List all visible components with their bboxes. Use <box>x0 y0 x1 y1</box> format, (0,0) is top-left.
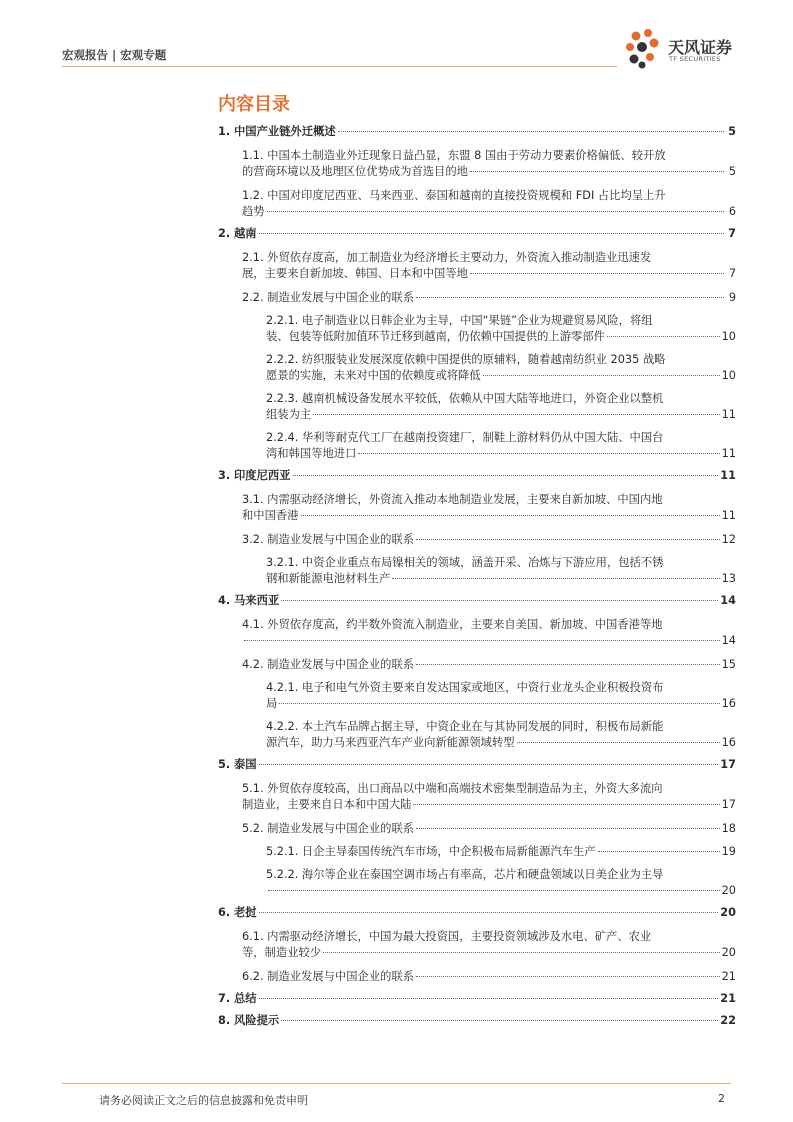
toc-dot-leader <box>392 578 719 579</box>
logo-name-en: TF SECURITIES <box>669 55 721 63</box>
toc-page-number: 14 <box>720 594 736 607</box>
footer-disclaimer: 请务必阅读正文之后的信息披露和免责申明 <box>99 1094 308 1107</box>
header-divider <box>62 66 617 67</box>
toc-entry[interactable] <box>218 844 736 860</box>
toc-dot-leader <box>607 336 720 337</box>
toc-entry[interactable] <box>218 124 736 140</box>
toc-dot-leader <box>267 211 724 212</box>
toc-entry[interactable] <box>218 226 736 242</box>
toc-entry[interactable] <box>218 757 736 773</box>
toc-page-number: 17 <box>721 798 736 811</box>
toc-entry-text: 4.2.2. 本土汽车品牌占据主导，中资企业在与其协同发展的同时，积极布局新能 <box>266 720 664 733</box>
page-number: 2 <box>718 1092 725 1105</box>
toc-page-number: 11 <box>720 469 736 482</box>
toc-entry-text: 2.2.3. 越南机械设备发展水平较低，依赖从中国大陆等地进口，外资企业以整机 <box>266 392 664 405</box>
toc-dot-leader <box>470 273 724 274</box>
toc-dot-leader <box>470 171 724 172</box>
toc-dot-leader <box>483 375 720 376</box>
table-of-contents <box>218 124 736 1029</box>
toc-dot-leader <box>416 297 724 298</box>
toc-entry-number: 3. <box>218 469 231 482</box>
toc-entry-text: 马来西亚 <box>234 594 280 607</box>
toc-entry-number: 7. <box>218 992 231 1005</box>
toc-entry-text: 局 <box>266 697 278 710</box>
toc-entry-text: 5.2.1. 日企主导泰国传统汽车市场，中企积极布局新能源汽车生产 <box>266 845 596 858</box>
toc-dot-leader <box>413 804 719 805</box>
toc-entry[interactable] <box>218 555 736 587</box>
toc-dot-leader <box>517 742 720 743</box>
toc-page-number: 16 <box>721 697 736 710</box>
toc-entry-text: 5.1. 外贸依存度较高，出口商品以中端和高端技术密集型制造品为主，外资大多流向 <box>242 782 663 795</box>
toc-entry[interactable] <box>218 617 736 649</box>
toc-entry[interactable] <box>218 905 736 921</box>
toc-entry-text: 6.1. 内需驱动经济增长，中国为最大投资国，主要投资领域涉及水电、矿产、农业 <box>242 930 652 943</box>
toc-entry-text: 组装为主 <box>266 408 312 421</box>
toc-entry-text: 2.2.4. 华利等耐克代工厂在越南投资建厂，制鞋上游材料仍从中国大陆、中国台 <box>266 431 664 444</box>
toc-entry-text: 1.2. 中国对印度尼西亚、马来西亚、泰国和越南的直接投资规模和 FDI 占比均呈上升 <box>242 189 666 202</box>
toc-entry[interactable] <box>218 148 736 180</box>
toc-page-number: 11 <box>721 447 736 460</box>
toc-page-number: 17 <box>720 758 736 771</box>
toc-entry-text: 中国产业链外迁概述 <box>234 125 336 138</box>
toc-page-number: 18 <box>721 822 736 835</box>
toc-entry[interactable] <box>218 352 736 384</box>
toc-page-number: 15 <box>721 658 736 671</box>
toc-page-number: 5 <box>728 125 736 138</box>
toc-title: 内容目录 <box>218 94 290 115</box>
toc-entry[interactable] <box>218 867 736 899</box>
toc-page-number: 22 <box>720 1014 736 1027</box>
footer-divider <box>62 1083 731 1084</box>
toc-dot-leader <box>259 233 724 234</box>
toc-page-number: 7 <box>728 267 736 280</box>
toc-page-number: 9 <box>728 291 736 304</box>
toc-page-number: 6 <box>728 205 736 218</box>
toc-entry-text: 的营商环境以及地理区位优势成为首选目的地 <box>242 165 468 178</box>
toc-entry-text: 2.1. 外贸依存度高，加工制造业为经济增长主要动力，外资流入推动制造业迅速发 <box>242 251 652 264</box>
toc-entry-text: 越南 <box>234 227 257 240</box>
toc-entry-text: 源汽车，助力马来西亚汽车产业向新能源领域转型 <box>266 736 515 749</box>
toc-entry[interactable] <box>218 250 736 282</box>
toc-entry[interactable] <box>218 430 736 462</box>
toc-dot-leader <box>416 664 720 665</box>
toc-entry-text: 湾和韩国等地进口 <box>266 447 357 460</box>
report-category: 宏观报告 | 宏观专题 <box>62 48 167 62</box>
toc-page-number: 13 <box>721 572 736 585</box>
toc-dot-leader <box>358 453 719 454</box>
toc-entry[interactable] <box>218 657 736 673</box>
toc-dot-leader <box>416 828 720 829</box>
toc-entry-number: 1. <box>218 125 231 138</box>
toc-page-number: 20 <box>720 906 736 919</box>
toc-page-number: 10 <box>721 369 736 382</box>
toc-entry-text: 印度尼西亚 <box>234 469 291 482</box>
toc-entry-text: 和中国香港 <box>242 509 299 522</box>
toc-page-number: 21 <box>721 970 736 983</box>
toc-dot-leader <box>279 703 719 704</box>
toc-entry-text: 5.2. 制造业发展与中国企业的联系 <box>242 822 415 835</box>
toc-entry-text: 趋势 <box>242 205 265 218</box>
toc-dot-leader <box>323 952 720 953</box>
toc-entry[interactable] <box>218 290 736 306</box>
logo-flower-icon <box>624 27 666 71</box>
toc-dot-leader <box>259 998 719 999</box>
toc-page-number: 11 <box>721 408 736 421</box>
toc-dot-leader <box>281 1020 718 1021</box>
toc-dot-leader <box>259 764 719 765</box>
toc-page-number: 16 <box>721 736 736 749</box>
toc-entry-text: 制造业，主要来自日本和中国大陆 <box>242 798 412 811</box>
toc-entry[interactable] <box>218 929 736 961</box>
toc-entry-text: 4.1. 外贸依存度高，约半数外资流入制造业，主要来自美国、新加坡、中国香港等地 <box>242 618 663 631</box>
toc-entry-number: 4. <box>218 594 231 607</box>
toc-entry[interactable] <box>218 969 736 985</box>
toc-entry[interactable] <box>218 391 736 423</box>
toc-entry[interactable] <box>218 468 736 484</box>
toc-entry-text: 泰国 <box>234 758 257 771</box>
toc-entry-text: 展，主要来自新加坡、韩国、日本和中国等地 <box>242 267 468 280</box>
toc-entry-text: 5.2.2. 海尔等企业在泰国空调市场占有率高，芯片和硬盘领域以日美企业为主导 <box>266 868 664 881</box>
toc-entry-text: 1.1. 中国本土制造业外迁现象日益凸显，东盟 8 国由于劳动力要素价格偏低、较开放 <box>242 149 666 162</box>
toc-entry[interactable] <box>218 991 736 1007</box>
toc-entry-text: 等，制造业较少 <box>242 946 322 959</box>
toc-dot-leader <box>416 976 720 977</box>
toc-entry-text: 钢和新能源电池材料生产 <box>266 572 391 585</box>
toc-page-number: 14 <box>721 634 736 647</box>
toc-entry-text: 4.2. 制造业发展与中国企业的联系 <box>242 658 415 671</box>
toc-entry[interactable] <box>218 313 736 345</box>
toc-entry[interactable] <box>218 719 736 751</box>
toc-dot-leader <box>293 475 719 476</box>
toc-page-number: 10 <box>721 330 736 343</box>
toc-dot-leader <box>313 414 719 415</box>
toc-dot-leader <box>301 515 720 516</box>
toc-dot-leader <box>338 131 724 132</box>
toc-entry-text: 3.2.1. 中资企业重点布局镍相关的领域，涵盖开采、冶炼与下游应用，包括不锈 <box>266 556 664 569</box>
toc-dot-leader <box>268 890 720 891</box>
toc-entry-number: 6. <box>218 906 231 919</box>
toc-entry-text: 总结 <box>234 992 257 1005</box>
toc-dot-leader <box>259 912 719 913</box>
toc-entry[interactable] <box>218 821 736 837</box>
company-logo <box>624 27 744 71</box>
toc-entry-text: 2.2.1. 电子制造业以日韩企业为主导，中国“果链”企业为规避贸易风险，将组 <box>266 314 653 327</box>
toc-entry-text: 愿景的实施，未来对中国的依赖度或将降低 <box>266 369 481 382</box>
toc-entry-text: 6.2. 制造业发展与中国企业的联系 <box>242 970 415 983</box>
toc-page-number: 7 <box>728 227 736 240</box>
toc-entry[interactable] <box>218 188 736 220</box>
toc-entry-text: 3.2. 制造业发展与中国企业的联系 <box>242 533 415 546</box>
logo-name-cn: 天风证券 <box>668 38 733 57</box>
toc-page-number: 19 <box>721 845 736 858</box>
toc-page-number: 12 <box>721 533 736 546</box>
toc-entry-text: 装、包装等低附加值环节迁移到越南，仍依赖中国提供的上游零部件 <box>266 330 605 343</box>
toc-entry-text: 3.1. 内需驱动经济增长，外资流入推动本地制造业发展，主要来自新加坡、中国内地 <box>242 493 663 506</box>
toc-entry[interactable] <box>218 1013 736 1029</box>
toc-entry-number: 8. <box>218 1014 231 1027</box>
toc-entry-text: 2.2. 制造业发展与中国企业的联系 <box>242 291 415 304</box>
toc-page-number: 5 <box>728 165 736 178</box>
toc-page-number: 20 <box>721 946 736 959</box>
toc-dot-leader <box>598 851 720 852</box>
toc-entry-number: 5. <box>218 758 231 771</box>
toc-page-number: 21 <box>720 992 736 1005</box>
toc-entry-text: 风险提示 <box>234 1014 280 1027</box>
toc-entry[interactable] <box>218 680 736 712</box>
toc-dot-leader <box>281 600 718 601</box>
toc-entry-text: 4.2.1. 电子和电气外资主要来自发达国家或地区，中资行业龙头企业积极投资布 <box>266 681 664 694</box>
toc-entry[interactable] <box>218 781 736 813</box>
toc-entry-text: 2.2.2. 纺织服装业发展深度依赖中国提供的原辅料，随着越南纺织业 2035 战略 <box>266 353 666 366</box>
toc-entry[interactable] <box>218 492 736 524</box>
toc-entry-number: 2. <box>218 227 231 240</box>
toc-entry[interactable] <box>218 593 736 609</box>
toc-page-number: 20 <box>721 884 736 897</box>
toc-entry[interactable] <box>218 532 736 548</box>
toc-entry-text: 老挝 <box>234 906 257 919</box>
toc-page-number: 11 <box>721 509 736 522</box>
toc-dot-leader <box>416 539 720 540</box>
toc-dot-leader <box>244 640 720 641</box>
